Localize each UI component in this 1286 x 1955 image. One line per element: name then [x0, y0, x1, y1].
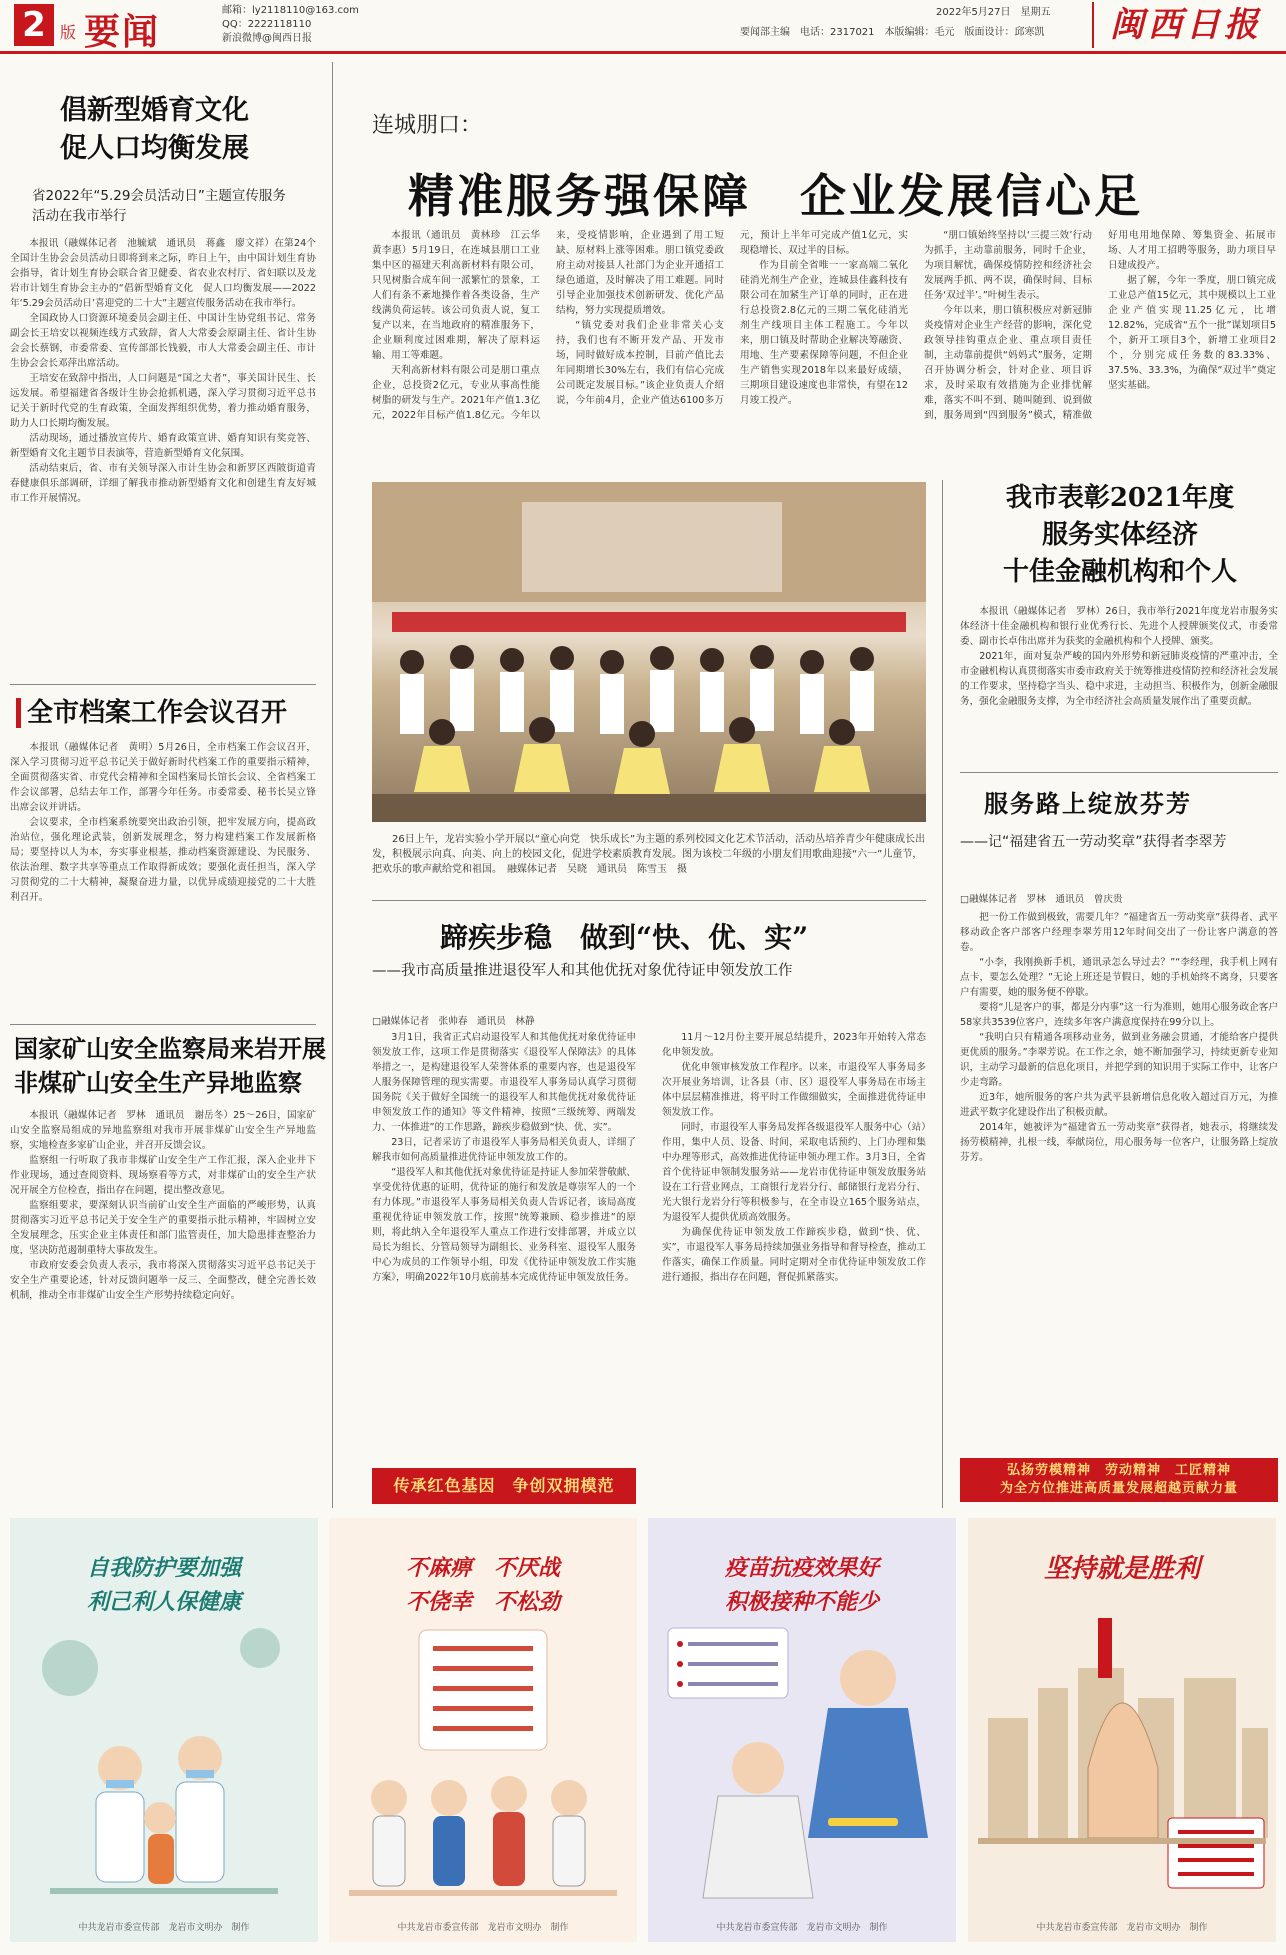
veterans-article-subtitle: ——我市高质量推进退役军人和其他优抚对象优待证申领发放工作 [372, 963, 793, 979]
public-service-posters [10, 1518, 1276, 1942]
labor-banner-line1: 弘扬劳模精神 劳动精神 工匠精神 [1006, 1463, 1231, 1478]
poster-footer: 中共龙岩市委宣传部 龙岩市文明办 制作 [78, 1923, 250, 1933]
veterans-article-body-left [372, 1030, 926, 1456]
issue-date: 2022年5月27日 星期五 [936, 7, 1051, 18]
poster-footer: 中共龙岩市委宣传部 龙岩市文明办 制作 [397, 1923, 569, 1933]
marriage-article-subtitle: 省2022年“5.29会员活动日”主题宣传服务活动在我市举行 [32, 188, 286, 224]
marriage-article-title [60, 92, 249, 168]
paragraph: 王培安在致辞中指出，人口问题是“国之大者”，事关国计民生、长远发展。希望福建省各级计生协会抢抓机遇，深入学习贯彻习近平总书记关于新时代党的生育政策，全面发挥组织优势，着力推动婚育服务，助力人口长期均衡发展。 [10, 373, 316, 429]
mine-title-line1: 国家矿山安全监察局来岩开展 [14, 1034, 326, 1063]
red-banner-slogan: 传承红色基因 争创双拥模范 [372, 1468, 636, 1504]
paragraph: 监察组要求，要深刻认识当前矿山安全生产面临的严峻形势，认真贯彻落实习近平总书记关于安全生产的重要指示批示精神，牢固树立安全发展理念，压实企业主体责任和部门监管责任，加大隐患排查整治力度，坚决防范遏制重特大事故发生。 [10, 1200, 316, 1256]
divider [960, 772, 1278, 773]
paragraph: 会议要求，全市档案系统要突出政治引领，把牢发展方向，提高政治站位，强化理论武装，创新发展理念，努力构建档案工作发展新格局；要坚持以人为本，夯实事业根基，推动档案资源建设、为民服务、依法治理、数字共享等重点工作取得新成效；要强化责任担当，深入学习贯彻党的二十大精神，凝聚奋进力量，以优异成绩迎接党的二十大胜利召开。 [10, 817, 316, 903]
contact-qq: QQ：2222118110 [222, 19, 312, 30]
veterans-article-title: 蹄疾步稳 做到“快、优、实” [440, 921, 809, 954]
paragraph: 天利高新材料有限公司是朋口重点企业，总投资2亿元，专业从事高性能树脂的研发与生产。2021年产值1.3亿元，2022年目标产值1.8亿元。今年以来，受疫情影响，企业遇到了用工短缺、原材料上涨等困难。朋口镇党委政府主动对接县人社部门为企业开通招工绿色通道，及时解决了用工难题。同时引导企业加强技术创新研发、优化产品结构，努力实现提质增效。 [372, 230, 724, 421]
section-title: 要闻 [84, 12, 161, 53]
divider [372, 900, 926, 901]
poster-self-protection [10, 1518, 318, 1942]
finance-title-line1: 我市表彰2021年度 [1005, 483, 1235, 513]
paragraph: “我明白只有精通各项移动业务，做到业务融会贯通，才能给客户提供更优质的服务。”李翠芳说。在工作之余，她不断加强学习，持续更新专业知识，主动学习最新的信息化项目，并把学到的知识用于实际工作中，让客户少走弯路。 [960, 1032, 1278, 1088]
poster-title-line1: 自我防护要加强 [86, 1556, 241, 1581]
paragraph: “镇党委对我们企业非常关心支持，我们也有不断开发产品、开发市场，同时做好成本控制，目前产值比去年同期增长30%左右，我们有信心完成公司既定发展目标。”该企业负责人介绍说，今年前4月，企业产值达6100多万元，预计上半年可完成产值1亿元，实现稳增长、双过半的目标。 [556, 230, 908, 406]
poster-title-line2: 积极接种不能少 [724, 1590, 879, 1615]
poster-footer: 中共龙岩市委宣传部 龙岩市文明办 制作 [1036, 1923, 1208, 1933]
editor-info: 要闻部主编 电话：2317021 本版编辑：毛元 版面设计：邱寒凯 [740, 27, 1045, 38]
marriage-article-body [10, 236, 316, 676]
paragraph: “朋口镇始终坚持以‘三提三效’行动为抓手，主动靠前服务，同时千企业，为项目解忧，确保疫情防控和经济社会发展两手抓、两不误，确保时间、目标任务‘双过半’。”叶树生表示。 [924, 230, 1092, 301]
poster-title [648, 1552, 956, 1620]
poster-vaccine [648, 1518, 956, 1942]
poster-title [10, 1552, 318, 1620]
archives-article-body [10, 740, 316, 1016]
newspaper-logo: 闽西日报 [1092, 2, 1278, 48]
paragraph: 作为目前全省唯一一家高端二氧化硅消光剂生产企业，连城县佳鑫科技有限公司在加紧生产订单的同时，正在进行总投资2.8亿元的三期二氧化硅消光剂生产线项目主体工程施工。今年以来，朋口镇及时帮助企业解决筹融资、用地、生产要素保障等问题，不但企业生产销售实现2018年以来最好成绩，三期项目建设速度也非常快，有望在12月竣工投产。 [740, 260, 908, 406]
paragraph: 今年以来，朋口镇积极应对新冠肺炎疫情对企业生产经营的影响，深化党政领导挂钩重点企业、重点项目责任制，主动靠前提供“妈妈式”服务，定期召开协调分析会，针对企业、项目诉求，及时采取有效措施为企业排忧解难，落实不叫不到、随叫随到、说到做到，服务周到“四到服务”模式，精准做好用电用地保障、筹集资金、拓展市场、人才用工招聘等服务，助力项目早日建成投产。 [924, 230, 1276, 421]
paragraph: “小李，我刚换新手机，通讯录怎么导过去？”“李经理，我手机上网有点卡，要怎么处理？”无论上班还是节假日，她的手机始终不离身，只要客户有需要，她的服务便不停歇。 [960, 957, 1278, 998]
mine-article-title [14, 1032, 326, 1100]
paragraph: 11月～12月份主要开展总结提升，2023年开始转入常态化申领发放。 [662, 1032, 926, 1058]
masthead [0, 0, 1286, 54]
paragraph: 把一份工作做到极致，需要几年？”福建省五一劳动奖章”获得者、武平移动政企客户部客户经理李翠芳用12年时间交出了一份让客户满意的答卷。 [960, 912, 1278, 953]
school-performance-photo [372, 482, 926, 822]
paragraph: 监察组一行听取了我市非煤矿山安全生产工作汇报，深入企业井下作业现场，通过查阅资料、现场察看等方式，对非煤矿山的安全生产状况开展全方位检查，指出存在问题，提出整改意见。 [10, 1155, 316, 1196]
paragraph: 为确保优待证申领发放工作蹄疾步稳，做到“快、优、实”，市退役军人事务局持续加强业务指导和督导检查，推动工作落实，确保工作质量。同时定期对全市优待证申领发放工作进行通报，指出存在问题，督促抓紧落实。 [662, 1227, 926, 1283]
paragraph: 本报讯（融媒体记者 池毓斌 通讯员 蒋鑫 廖文祥）在第24个全国计生协会会员活动日即将到来之际，昨日上午，由中国计划生育协会指导，省计划生育协会联合省卫健委、省农业农村厅、省妇联以及龙岩市计划生育协会主办的“倡新型婚育文化 促人口均衡发展——2022年‘5.29会员活动日’喜迎党的二十大”主题宣传服务活动在我市举行。 [10, 238, 316, 309]
paragraph: 同时，市退役军人事务局发挥各级退役军人服务中心（站）作用，集中人员、设备、时间，采取电话预约、上门办理和集中办理等形式，高效推进优待证申领办理工作。3月3日，全省首个优待证申领制发服务站——龙岩市优待证申领发放服务站设在工行营业网点，工商银行龙岩分行、邮储银行龙岩分行、光大银行龙岩分行等积极参与，在全市设立165个服务站点，为退役军人提供优质高效服务。 [662, 1122, 926, 1223]
marriage-title-line1: 倡新型婚育文化 [60, 95, 249, 126]
laborer-article-subtitle: ——记“福建省五一劳动奖章”获得者李翠芳 [960, 834, 1227, 850]
laborer-byline: □融媒体记者 罗林 通讯员 曾庆贵 [960, 894, 1123, 905]
contact-email: 邮箱：ly2118110@163.com [222, 5, 359, 16]
laborer-article-title: 服务路上绽放芬芳 [984, 789, 1192, 818]
finance-article-body [960, 604, 1278, 764]
poster-title-line1: 疫苗抗疫效果好 [724, 1556, 879, 1581]
column-divider [942, 480, 943, 1508]
paragraph: 本报讯（融媒体记者 黄明）5月26日，全市档案工作会议召开，深入学习贯彻习近平总书记关于做好新时代档案工作的重要指示精神，全面贯彻落实省、市党代会精神和全国档案局长馆长会议、全省档案工作会议部署，总结去年工作，部署今年任务。市委常委、秘书长吴立锋出席会议并讲话。 [10, 742, 316, 813]
liancheng-kicker: 连城朋口： [372, 113, 483, 138]
divider [10, 684, 316, 685]
veterans-byline: □融媒体记者 张帅春 通讯员 林静 [372, 1016, 535, 1027]
poster-title-line1: 坚持就是胜利 [1043, 1554, 1200, 1584]
paragraph: 2021年，面对复杂严峻的国内外形势和新冠肺炎疫情的严重冲击，全市金融机构认真贯彻落实市委市政府关于统筹推进疫情防控和经济社会发展的工作要求，坚持稳字当头、稳中求进，主动担当、积极作为，创新金融服务，强化金融服务支撑，为全市经济社会高质量发展作出了重要贡献。 [960, 651, 1278, 707]
photo-illustration [372, 482, 926, 822]
poster-title-line1: 不麻痹 不厌战 [405, 1556, 560, 1581]
poster-title [968, 1552, 1276, 1586]
labor-banner-line2: 为全方位推进高质量发展超越贡献力量 [999, 1481, 1238, 1496]
red-banner-labor [960, 1458, 1278, 1502]
paragraph: 市政府安委会负责人表示，我市将深入贯彻落实习近平总书记关于安全生产重要论述，针对反馈问题举一反三、全面整改，健全完善长效机制，推动全市非煤矿山安全生产形势持续稳定向好。 [10, 1260, 316, 1301]
paragraph: 2014年，她被评为“福建省五一劳动奖章”获得者，她表示，将继续发扬劳模精神，扎根一线，奉献岗位，用心服务每一位客户，让服务路上绽放芬芳。 [960, 1122, 1278, 1163]
poster-persistence [968, 1518, 1276, 1942]
contact-weibo: 新浪微博@闽西日报 [222, 33, 312, 44]
poster-title-line2: 利己利人保健康 [86, 1590, 241, 1615]
contact-info [222, 4, 359, 46]
finance-title-line2: 服务实体经济 [1041, 520, 1198, 550]
poster-title-line2: 不侥幸 不松劲 [405, 1590, 560, 1615]
finance-article-title [970, 480, 1270, 591]
liancheng-article-title: 精准服务强保障 企业发展信心足 [408, 169, 1143, 223]
page-ban-label: 版 [60, 23, 77, 42]
paragraph: 3月1日，我省正式启动退役军人和其他优抚对象优待证申领发放工作，这项工作是贯彻落实《退役军人保障法》的具体举措之一，是构建退役军人荣誉体系的重要内容，也是退役军人服务保障管理的现实需要。市退役军人事务局认真学习贯彻国务院《关于做好全国统一的退役军人和其他优抚对象优待证申领发放工作的通知》等文件精神，按照“三级统筹、两端发力、一体推进”的工作思路，蹄疾步稳做到“快、优、实”。 [372, 1032, 636, 1133]
paragraph: 本报讯（通讯员 黄林珍 江云华 黄李惠）5月19日，在连城县朋口工业集中区的福建天利高新材料有限公司，只见树脂合成车间一派繁忙的景象，工人们有条不紊地操作着各类设备，生产线满负荷运转。该公司负责人说，复工复产以来，在当地政府的精准服务下，企业顺利度过困难期，解决了原料运输、用工等难题。 [372, 230, 550, 361]
paragraph: 23日，记者采访了市退役军人事务局相关负责人，详细了解我市如何高质量推进优待证申领发放工作的。 [372, 1137, 636, 1163]
divider [10, 1024, 316, 1025]
paragraph: 据了解，今年一季度，朋口镇完成工业总产值15亿元，其中规模以上工业企业产值实现11.25亿元，比增12.82%，完成省“五个一批”谋划项目5个，新开工项目3个，新增工业项目2个，分别完成任务数的83.33%、37.5%、33.3%，为确保“双过半”奠定坚实基础。 [1108, 275, 1276, 391]
poster-title [329, 1552, 637, 1620]
poster-footer: 中共龙岩市委宣传部 龙岩市文明办 制作 [716, 1923, 888, 1933]
paragraph: “退役军人和其他优抚对象优待证是持证人参加荣誉敬献、享受优待优惠的证明，优待证的施行和发放是尊崇军人的一个有力体现。”市退役军人事务局相关负责人告诉记者，该局高度重视优待证申领发放工作，按照“统筹兼顾、稳步推进”的原则，将此纳入全年退役军人重点工作进行安排部署，并成立以局长为组长、分管局领导为副组长、业务科室、退役军人服务中心为成员的工作领导小组，印发《优待证申领发放工作实施方案》，明确2022年10月底前基本完成优待证申领发放任务。 [372, 1167, 637, 1283]
photo-caption: 26日上午，龙岩实验小学开展以“童心向党 快乐成长”为主题的系列校园文化艺术节活动，活动丛培养青少年健康成长出发，积极展示向真、向美、向上的校园文化，促进学校素质教育发展。图为该校二年级的小朋友们用歌曲迎接“六一”儿童节，把欢乐的歌声献给党和祖国。 融媒体记者 吴晓 通讯员 陈雪玉 摄 [372, 834, 926, 875]
paragraph: 活动结束后，省、市有关领导深入市计生协会和新罗区西陂街道青春健康俱乐部调研，详细了解我市推动新型婚育文化和创建生育友好城市工作开展情况。 [10, 463, 316, 504]
paragraph: 近3年，她所服务的客户共为武平县新增信息化收入超过百万元，为推进武平数字化建设作出了积极贡献。 [960, 1092, 1278, 1118]
page-number: 2 [14, 4, 54, 46]
paragraph: 要将“儿是客户的事，都是分内事”这一行为准则，她用心服务政企客户58家共3539位客户，连续多年客户满意度保持在99分以上。 [960, 1002, 1278, 1028]
column-divider [332, 62, 333, 1508]
paragraph: 活动现场，通过播放宣传片、婚育政策宣讲、婚育知识有奖竞答、新型婚育文化主题节目表演等，营造新型婚育文化氛围。 [10, 433, 316, 459]
paragraph: 全国政协人口资源环境委员会副主任、中国计生协党组书记、常务副会长王培安以视频连线方式致辞，省人大常委会原副主任、省计生协会会长蔡钢，市委常委、宣传部部长钱毅，市人大常委会副主任、市计生协会会长邓萍出席活动。 [10, 313, 316, 369]
finance-title-line3: 十佳金融机构和个人 [1002, 557, 1237, 587]
mine-article-body [10, 1108, 316, 1506]
poster-no-slack [329, 1518, 637, 1942]
paragraph: 本报讯（融媒体记者 罗林 通讯员 谢岳冬）25～26日，国家矿山安全监察局组成的异地监察组对我市开展非煤矿山安全生产异地监察，实地检查多家矿山企业，并召开反馈会议。 [10, 1110, 316, 1151]
mine-title-line2: 非煤矿山安全生产异地监察 [14, 1068, 302, 1097]
archives-article-title: 全市档案工作会议召开 [16, 698, 287, 728]
paragraph: 本报讯（融媒体记者 罗林）26日，我市举行2021年度龙岩市服务实体经济十佳金融机构和银行业优秀行长、先进个人授牌颁奖仪式，市委常委、副市长卓伟出席并为获奖的金融机构和个人授牌、颁奖。 [960, 606, 1278, 647]
laborer-article-body [960, 910, 1278, 1450]
liancheng-article-body [372, 228, 1276, 466]
marriage-title-line2: 促人口均衡发展 [60, 133, 249, 164]
paragraph: 优化申领审核发放工作程序。以来，市退役军人事务局多次开展业务培训，让各县（市、区）退役军人事务局在市场主体中层层精准推进，将平时工作做细做实，全面推进优待证申领发放工作。 [662, 1062, 926, 1118]
